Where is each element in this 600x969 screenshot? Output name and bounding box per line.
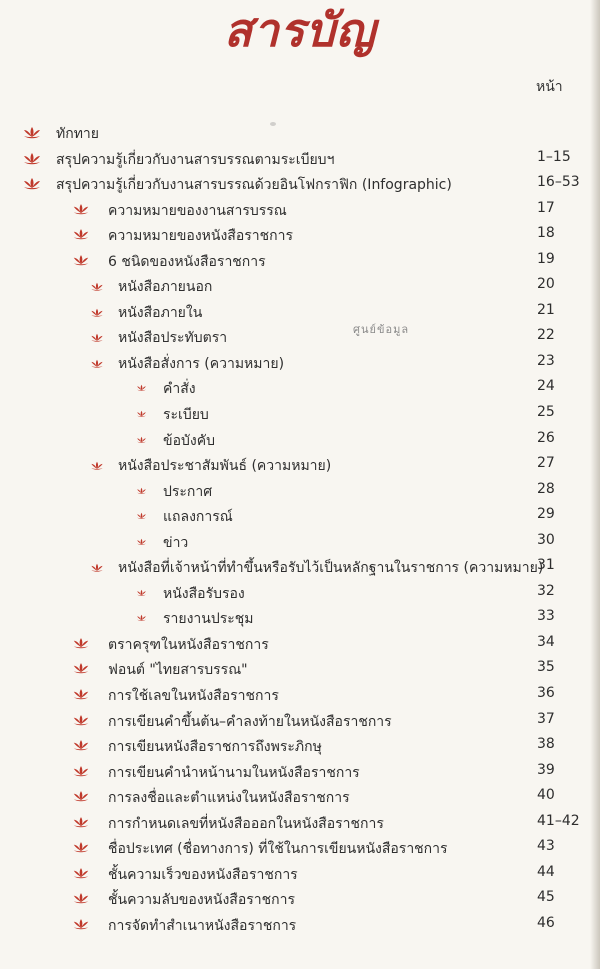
lotus-icon	[72, 918, 90, 931]
toc-entry-page: 34	[537, 633, 555, 650]
toc-entry-page: 16–53	[537, 174, 580, 191]
toc-entry-page: 29	[537, 506, 555, 523]
toc-entry[interactable]	[0, 453, 600, 479]
toc-entry[interactable]	[0, 862, 600, 888]
toc-entry-page: 45	[537, 889, 555, 906]
toc-entry-page: 32	[537, 582, 555, 599]
lotus-icon	[22, 177, 42, 191]
lotus-icon	[136, 487, 147, 495]
lotus-icon	[72, 714, 90, 727]
toc-entry-label: สรุปความรู้เกี่ยวกับงานสารบรรณด้วยอินโฟกราฟิก (Infographic)	[56, 177, 452, 194]
lotus-icon	[90, 308, 104, 318]
toc-entry-label: หนังสือภายใน	[118, 304, 203, 321]
lotus-icon	[72, 637, 90, 650]
toc-entry[interactable]	[0, 555, 600, 581]
toc-entry-label: การจัดทำสำเนาหนังสือราชการ	[108, 917, 297, 934]
toc-entry-label: หนังสือภายนอก	[118, 279, 213, 296]
lotus-icon	[90, 282, 104, 292]
toc-entry-page: 17	[537, 199, 555, 216]
toc-entry[interactable]	[0, 734, 600, 760]
toc-entry-label: รายงานประชุม	[163, 611, 254, 628]
toc-entry-label: ตราครุฑในหนังสือราชการ	[108, 636, 269, 653]
lotus-icon	[136, 436, 147, 444]
toc-entry[interactable]	[0, 606, 600, 632]
lotus-icon	[136, 538, 147, 546]
toc-entry-page: 31	[537, 557, 555, 574]
toc-entry-label: คำสั่ง	[163, 381, 196, 398]
toc-entry-page: 44	[537, 863, 555, 880]
toc-entry[interactable]	[0, 402, 600, 428]
toc-entry-page: 33	[537, 608, 555, 625]
lotus-icon	[72, 816, 90, 829]
toc-entry-label: การลงชื่อและตำแหน่งในหนังสือราชการ	[108, 790, 350, 807]
lotus-icon	[136, 589, 147, 597]
toc-entry-label: การเขียนหนังสือราชการถึงพระภิกษุ	[108, 739, 322, 756]
toc-entry[interactable]	[0, 376, 600, 402]
toc-entry-page: 23	[537, 352, 555, 369]
page-column-header: หน้า	[536, 79, 563, 95]
toc-entry-page: 37	[537, 710, 555, 727]
toc-entry-page: 28	[537, 480, 555, 497]
lotus-icon	[90, 563, 104, 573]
toc-entry-page: 39	[537, 761, 555, 778]
toc-entry[interactable]	[0, 760, 600, 786]
page-title: สารบัญ	[223, 3, 376, 57]
toc-entry-page: 18	[537, 225, 555, 242]
toc-entry-page: 22	[537, 327, 555, 344]
lotus-icon	[136, 614, 147, 622]
toc-entry-label: 6 ชนิดของหนังสือราชการ	[108, 253, 266, 270]
toc-entry-label: หนังสือรับรอง	[163, 585, 245, 602]
toc-entry-page: 35	[537, 659, 555, 676]
toc-entry-page: 19	[537, 250, 555, 267]
toc-entry-label: ประกาศ	[163, 483, 213, 500]
toc-entry[interactable]	[0, 223, 600, 249]
lotus-icon	[72, 765, 90, 778]
toc-entry[interactable]	[0, 683, 600, 709]
toc-entry-page: 30	[537, 531, 555, 548]
lotus-icon	[72, 892, 90, 905]
lotus-icon	[72, 688, 90, 701]
toc-entry-label: ความหมายของงานสารบรรณ	[108, 202, 287, 219]
toc-entry[interactable]	[0, 504, 600, 530]
toc-entry[interactable]	[0, 581, 600, 607]
toc-entry[interactable]	[0, 887, 600, 913]
toc-entry[interactable]	[0, 632, 600, 658]
toc-entry-label: ฟอนต์ "ไทยสารบรรณ"	[108, 662, 248, 679]
lotus-icon	[72, 228, 90, 241]
toc-entry-page: 26	[537, 429, 555, 446]
toc-entry-page: 46	[537, 914, 555, 931]
toc-entry-label: ชั้นความลับของหนังสือราชการ	[108, 892, 295, 909]
toc-entry[interactable]	[0, 428, 600, 454]
toc-entry[interactable]	[0, 121, 600, 147]
table-of-contents	[0, 121, 600, 939]
toc-entry-label: ความหมายของหนังสือราชการ	[108, 228, 293, 245]
toc-entry-label: การใช้เลขในหนังสือราชการ	[108, 688, 279, 705]
toc-entry[interactable]	[0, 249, 600, 275]
lotus-icon	[72, 662, 90, 675]
toc-entry-page: 41–42	[537, 812, 580, 829]
toc-entry-label: หนังสือประชาสัมพันธ์ (ความหมาย)	[118, 458, 332, 475]
lotus-icon	[72, 739, 90, 752]
toc-entry[interactable]	[0, 300, 600, 326]
toc-entry-label: การเขียนคำขึ้นต้น–คำลงท้ายในหนังสือราชการ	[108, 713, 392, 730]
toc-entry[interactable]	[0, 198, 600, 224]
toc-entry-label: ระเบียบ	[163, 407, 209, 424]
toc-entry-page: 24	[537, 378, 555, 395]
toc-entry-page: 36	[537, 685, 555, 702]
toc-entry[interactable]	[0, 351, 600, 377]
toc-entry[interactable]	[0, 785, 600, 811]
toc-entry[interactable]	[0, 274, 600, 300]
toc-entry-page: 38	[537, 736, 555, 753]
toc-entry-label: การเขียนคำนำหน้านามในหนังสือราชการ	[108, 764, 360, 781]
toc-entry-page: 40	[537, 787, 555, 804]
toc-entry[interactable]	[0, 530, 600, 556]
lotus-icon	[72, 841, 90, 854]
toc-entry-label: หนังสือประทับตรา	[118, 330, 228, 347]
toc-entry-label: ชื่อประเทศ (ชื่อทางการ) ที่ใช้ในการเขียนหนังสือราชการ	[108, 841, 448, 858]
lotus-icon	[22, 126, 42, 140]
toc-entry[interactable]	[0, 811, 600, 837]
toc-entry-label: แถลงการณ์	[163, 509, 233, 526]
lotus-icon	[90, 359, 104, 369]
lotus-icon	[72, 867, 90, 880]
toc-entry[interactable]	[0, 172, 600, 198]
toc-entry-page: 1–15	[537, 148, 571, 165]
lotus-icon	[90, 461, 104, 471]
lotus-icon	[136, 384, 147, 392]
toc-entry[interactable]	[0, 147, 600, 173]
toc-entry-label: ทักทาย	[56, 126, 99, 142]
toc-entry-page: 20	[537, 276, 555, 293]
toc-entry[interactable]	[0, 836, 600, 862]
toc-entry-page: 27	[537, 455, 555, 472]
lotus-icon	[72, 203, 90, 216]
toc-entry-label: ข้อบังคับ	[163, 432, 215, 449]
toc-entry-page: 43	[537, 838, 555, 855]
toc-entry[interactable]	[0, 479, 600, 505]
toc-entry[interactable]	[0, 657, 600, 683]
lotus-icon	[72, 254, 90, 267]
lotus-icon	[136, 410, 147, 418]
toc-entry-page: 25	[537, 404, 555, 421]
toc-entry-label: หนังสือสั่งการ (ความหมาย)	[118, 355, 285, 372]
toc-entry-label: การกำหนดเลขที่หนังสือออกในหนังสือราชการ	[108, 815, 384, 832]
toc-entry[interactable]	[0, 913, 600, 939]
toc-entry-page: 21	[537, 301, 555, 318]
lotus-icon	[90, 333, 104, 343]
toc-entry-label: หนังสือที่เจ้าหน้าที่ทำขึ้นหรือรับไว้เป็นหลักฐานในราชการ (ความหมาย)	[118, 560, 544, 577]
faded-stamp: ศูนย์ข้อมูล	[353, 323, 410, 336]
toc-entry[interactable]	[0, 325, 600, 351]
lotus-icon	[22, 152, 42, 166]
toc-entry[interactable]	[0, 709, 600, 735]
lotus-icon	[72, 790, 90, 803]
toc-entry-label: ชั้นความเร็วของหนังสือราชการ	[108, 866, 298, 883]
lotus-icon	[136, 512, 147, 520]
toc-entry-label: สรุปความรู้เกี่ยวกับงานสารบรรณตามระเบียบฯ	[56, 151, 335, 168]
toc-entry-label: ข่าว	[163, 534, 189, 551]
